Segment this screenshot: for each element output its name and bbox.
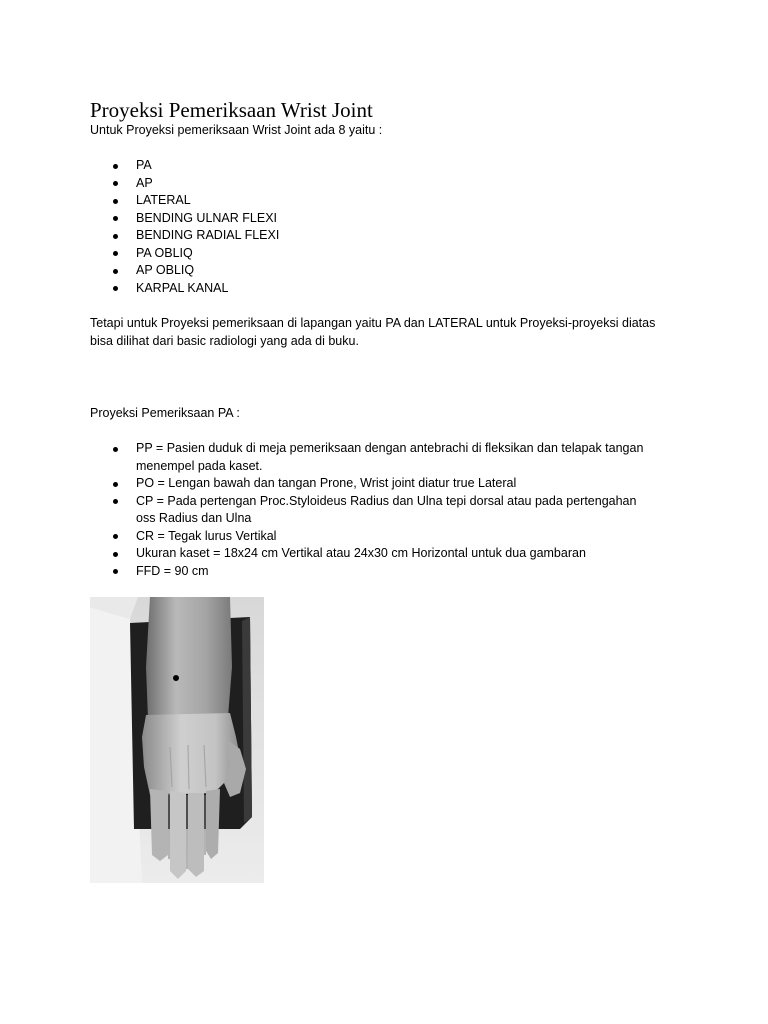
list-item-text: PA	[136, 158, 152, 172]
bullet-dot-icon	[113, 286, 118, 291]
bullet-dot-icon	[113, 447, 118, 452]
intro-text: Untuk Proyeksi pemeriksaan Wrist Joint ada 8 yaitu :	[90, 123, 383, 137]
list-item	[0, 262, 656, 280]
list-item-text: PP = Pasien duduk di meja pemeriksaan dengan antebrachi di fleksikan dan telapak tangan menempel pada kaset.	[136, 441, 644, 473]
bullet-dot-icon	[113, 534, 118, 539]
list-item-text: PA OBLIQ	[136, 245, 193, 260]
bullet-dot-icon	[113, 216, 118, 221]
list-item-text: LATERAL	[136, 193, 191, 207]
list-item	[0, 175, 656, 193]
list-item-text: AP OBLIQ	[136, 263, 195, 277]
list-item-text: PO = Lengan bawah dan tangan Prone, Wrist joint diatur true Lateral	[136, 476, 517, 490]
list-item	[0, 157, 656, 175]
list-item-text: Ukuran kaset = 18x24 cm Vertikal atau 24x30 cm Horizontal untuk dua gambaran	[136, 546, 586, 560]
bullet-dot-icon	[113, 482, 118, 487]
list-item	[0, 545, 656, 563]
list-item	[0, 280, 656, 298]
list-item	[0, 192, 656, 210]
bullet-dot-icon	[113, 251, 118, 256]
pa-heading: Proyeksi Pemeriksaan PA :	[90, 406, 240, 420]
bullet-dot-icon	[113, 499, 118, 504]
list-item-text: CP = Pada pertengan Proc.Styloideus Radius dan Ulna tepi dorsal atau pada pertengahan oss Radius dan Ulna	[136, 493, 637, 525]
bullet-dot-icon	[113, 569, 118, 574]
list-item	[0, 563, 656, 581]
list-item	[0, 227, 656, 245]
list-item-text: BENDING RADIAL FLEXI	[136, 228, 280, 242]
bullet-dot-icon	[113, 269, 118, 274]
bullet-dot-icon	[113, 181, 118, 186]
bullet-dot-icon	[113, 199, 118, 204]
list-item	[0, 475, 656, 493]
document-title: Proyeksi Pemeriksaan Wrist Joint	[90, 98, 373, 122]
body-paragraph: Tetapi untuk Proyeksi pemeriksaan di lapangan yaitu PA dan LATERAL untuk Proyeksi-proyeksi diatas bisa dilihat dari basic radiologi yang ada di buku.	[90, 316, 656, 348]
pa-detail-list	[0, 440, 656, 580]
list-item-text: KARPAL KANAL	[136, 280, 229, 295]
list-item	[0, 493, 656, 528]
wrist-positioning-photo	[90, 597, 264, 883]
bullet-dot-icon	[113, 164, 118, 169]
list-item	[0, 528, 656, 546]
list-item-text: AP	[136, 175, 153, 190]
list-item	[0, 440, 656, 475]
list-item	[0, 210, 656, 228]
list-item	[0, 245, 656, 263]
list-item-text: BENDING ULNAR FLEXI	[136, 210, 278, 225]
list-item-text: FFD = 90 cm	[136, 563, 209, 578]
bullet-dot-icon	[113, 552, 118, 557]
bullet-dot-icon	[113, 234, 118, 239]
projection-type-list	[0, 157, 656, 297]
list-item-text: CR = Tegak lurus Vertikal	[136, 528, 277, 543]
